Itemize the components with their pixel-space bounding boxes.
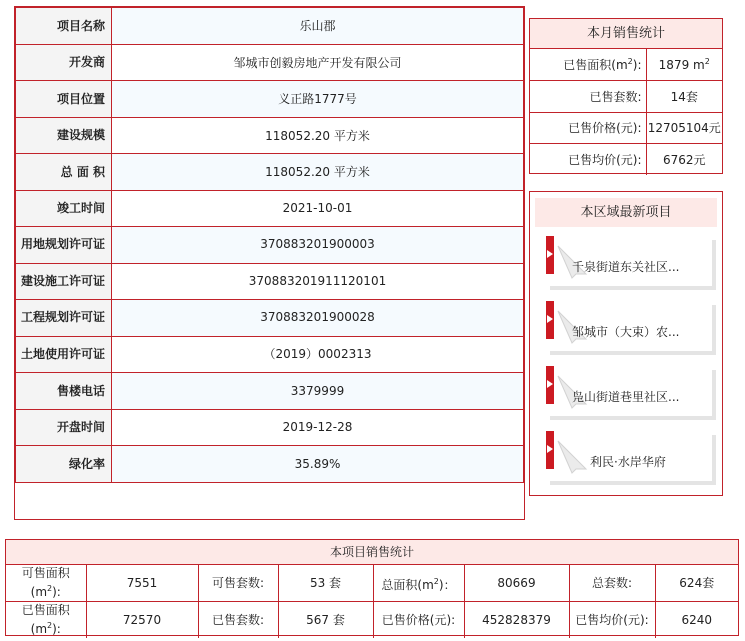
info-row-name (16, 8, 524, 45)
info-value: 2021-10-01 (112, 190, 524, 227)
info-value: （2019）0002313 (112, 336, 524, 373)
info-row-total-area (16, 154, 524, 191)
monthly-value: 12705104元 (646, 112, 722, 144)
monthly-label: 已售套数: (530, 81, 646, 113)
project-info-panel (14, 6, 525, 520)
info-row-land-planning-permit (16, 227, 524, 264)
info-row-opening-date (16, 409, 524, 446)
recent-project-item[interactable] (546, 431, 716, 485)
monthly-row-sold-area (530, 49, 722, 81)
stats-label: 总面积$(m^2)$： (373, 565, 464, 602)
info-row-developer (16, 44, 524, 81)
info-label: 绿化率 (16, 446, 112, 483)
project-sales-row-sold (6, 602, 738, 639)
stats-label: 已售面积$(m^2)$: (6, 602, 86, 639)
info-value: 118052.20 平方米 (112, 154, 524, 191)
project-sales-table (6, 565, 738, 638)
info-row-sales-phone (16, 373, 524, 410)
stats-label: 可售套数: (198, 565, 278, 602)
stats-value: 7551 (86, 565, 198, 602)
stats-value: 6240 (681, 612, 713, 627)
info-label: 总 面 积 (16, 154, 112, 191)
monthly-row-avg-price (530, 144, 722, 176)
info-value: 3379999 (112, 373, 524, 410)
info-label: 开发商 (16, 44, 112, 81)
info-label: 项目名称 (16, 8, 112, 45)
info-value: 118052.20 平方米 (112, 117, 524, 154)
info-row-engineering-permit (16, 300, 524, 337)
stats-value: 624套 (655, 565, 738, 602)
monthly-label: 已售均价(元): (530, 144, 646, 176)
recent-project-link[interactable]: 千泉街道东关社区... (572, 260, 680, 274)
project-sales-title: 本项目销售统计 (6, 540, 738, 565)
monthly-row-sold-units (530, 81, 722, 113)
stats-value: 80669 (464, 565, 569, 602)
stats-label: 可售面积$(m^2)$: (6, 565, 86, 602)
project-sales-panel (5, 539, 739, 636)
recent-projects-panel (529, 191, 723, 496)
recent-project-item[interactable] (546, 236, 716, 290)
stats-label: 已售均价(元): (569, 602, 655, 639)
monthly-row-sold-price (530, 112, 722, 144)
cursor-arrow-icon (556, 439, 590, 475)
monthly-label: 已售价格(元): (530, 112, 646, 144)
monthly-sales-panel (529, 18, 723, 174)
info-label: 工程规划许可证 (16, 300, 112, 337)
info-row-construction-permit (16, 263, 524, 300)
info-value: 2019-12-28 (112, 409, 524, 446)
monthly-sales-title: 本月销售统计 (530, 19, 722, 49)
monthly-label: 已售面积$(m^2)$: (530, 49, 646, 81)
stats-value: 567 套 (278, 602, 373, 639)
info-label: 竣工时间 (16, 190, 112, 227)
stats-value: 53 套 (278, 565, 373, 602)
info-row-completion (16, 190, 524, 227)
stats-label: 总套数: (569, 565, 655, 602)
recent-project-item[interactable] (546, 301, 716, 355)
stats-value: 452828379 (464, 602, 569, 639)
info-row-green-rate (16, 446, 524, 483)
monthly-value: 1879 $m^2$ (646, 49, 722, 81)
info-label: 建设规模 (16, 117, 112, 154)
project-sales-row-available (6, 565, 738, 602)
info-row-land-use-permit (16, 336, 524, 373)
stats-label: 已售套数: (198, 602, 278, 639)
monthly-sales-table (530, 49, 722, 175)
project-info-table (15, 7, 524, 483)
info-value: 35.89% (112, 446, 524, 483)
info-label: 开盘时间 (16, 409, 112, 446)
info-label: 用地规划许可证 (16, 227, 112, 264)
monthly-value: 6762元 (662, 153, 706, 167)
info-value: 370883201911120101 (112, 263, 524, 300)
info-value: 乐山郡 (112, 8, 524, 45)
info-label: 售楼电话 (16, 373, 112, 410)
monthly-value: 14套 (646, 81, 722, 113)
info-label: 建设施工许可证 (16, 263, 112, 300)
info-value: 义正路1777号 (112, 81, 524, 118)
stats-value: 72570 (86, 602, 198, 639)
stats-label: 已售价格(元): (373, 602, 464, 639)
recent-project-item[interactable] (546, 366, 716, 420)
info-value: 邹城市创毅房地产开发有限公司 (112, 44, 524, 81)
info-row-scale (16, 117, 524, 154)
recent-projects-title: 本区域最新项目 (535, 198, 717, 227)
info-label: 项目位置 (16, 81, 112, 118)
recent-project-link[interactable]: 凫山街道巷里社区... (572, 390, 680, 404)
recent-project-link[interactable]: 利民·水岸华府 (590, 455, 666, 469)
recent-project-link[interactable]: 邹城市（大束）农... (572, 325, 680, 339)
info-value: 370883201900028 (112, 300, 524, 337)
info-label: 土地使用许可证 (16, 336, 112, 373)
info-value: 370883201900003 (112, 227, 524, 264)
info-row-location (16, 81, 524, 118)
